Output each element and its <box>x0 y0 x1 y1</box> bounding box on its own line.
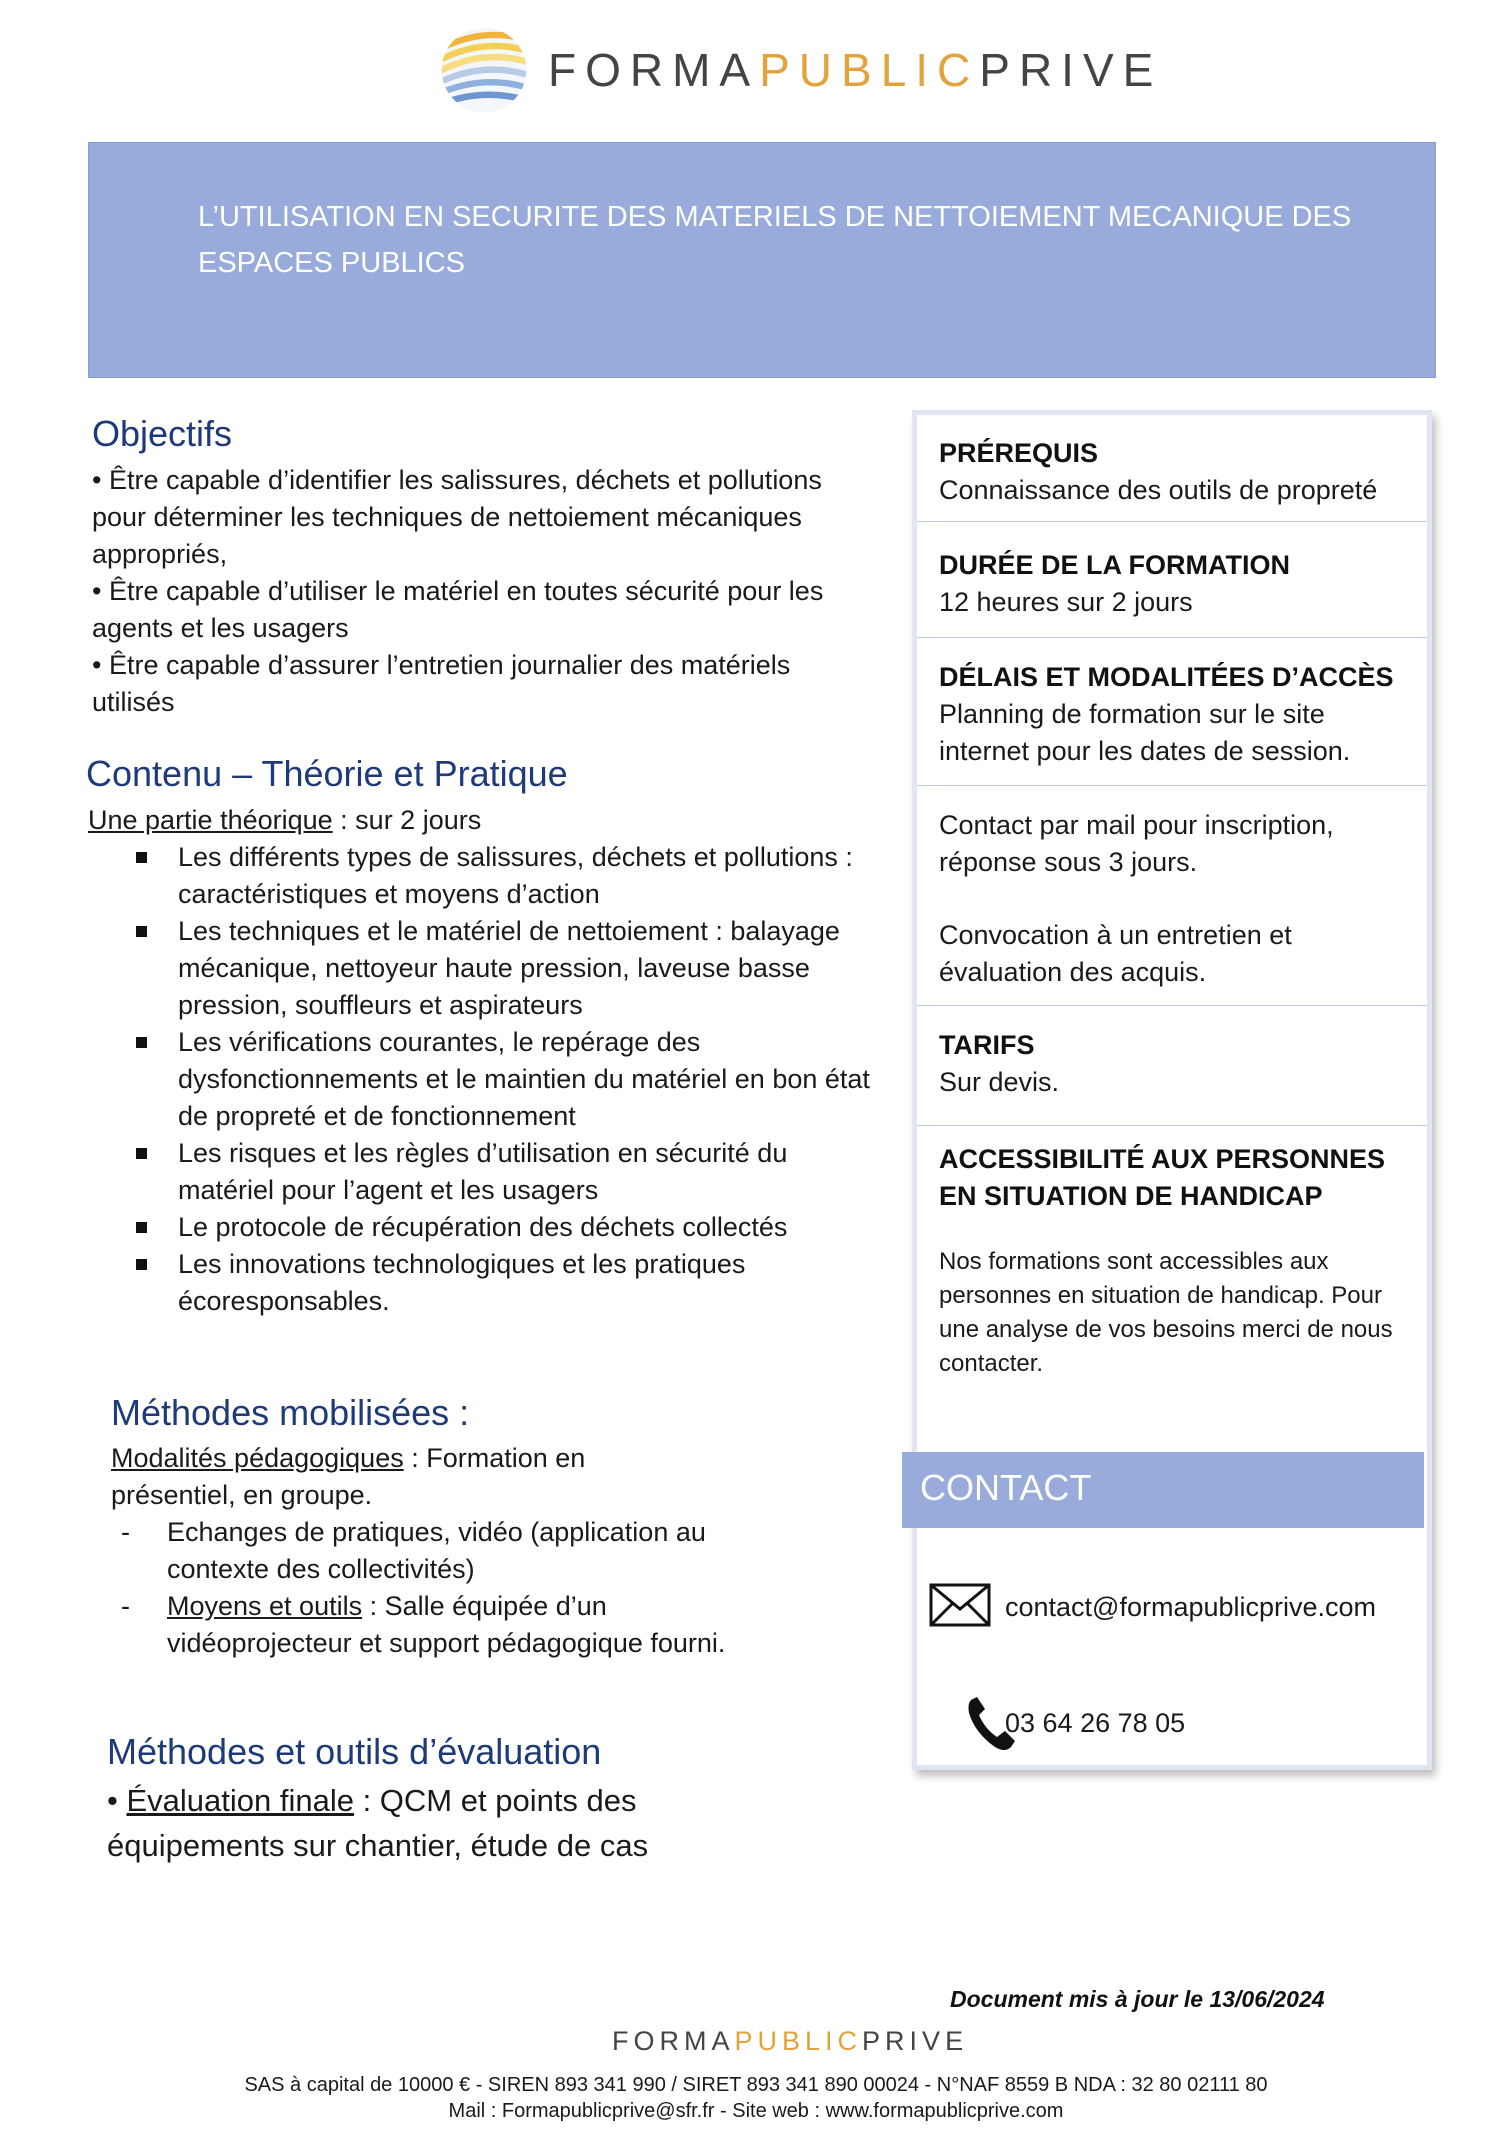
list-item: Les différents types de salissures, déchets et pollutions : caractéristiques et moyens d’action <box>88 839 888 913</box>
envelope-icon <box>929 1583 991 1627</box>
dash-bullet-icon: - <box>121 1591 130 1621</box>
inscription-text: Contact par mail pour inscription, réponse sous 3 jours. <box>939 810 1334 877</box>
list-item: - Echanges de pratiques, vidéo (application au contexte des collectivités) <box>111 1514 731 1588</box>
divider <box>917 1005 1427 1006</box>
prerequis-value: Connaissance des outils de propreté <box>939 475 1378 505</box>
divider <box>917 785 1427 786</box>
list-item: Les risques et les règles d’utilisation en sécurité du matériel pour l’agent et les usagers <box>88 1135 888 1209</box>
divider <box>917 637 1427 638</box>
square-bullet-icon <box>136 852 147 863</box>
list-item: Les innovations technologiques et les pratiques écoresponsables. <box>88 1246 888 1320</box>
prerequis-label: PRÉREQUIS <box>939 438 1099 468</box>
contact-heading: CONTACT <box>920 1467 1092 1508</box>
footer-legal: SAS à capital de 10000 € - SIREN 893 341 990 / SIRET 893 341 890 00024 - N°NAF 8559 B NDA : 32 80 02111 80 <box>244 2074 1268 2096</box>
objectif-line: appropriés, <box>92 539 228 569</box>
accessibilite-text: Nos formations sont accessibles aux personnes en situation de handicap. Pour une analyse de vos besoins merci de nous contacter. <box>939 1248 1393 1377</box>
objectif-line: • Être capable d’identifier les salissures, déchets et pollutions <box>92 465 822 495</box>
delais-block <box>939 659 1409 770</box>
duree-label: DURÉE DE LA FORMATION <box>939 550 1290 580</box>
objectifs-heading: Objectifs <box>92 413 233 454</box>
partie-theorique-label: Une partie théorique <box>88 805 333 835</box>
delais-value: Planning de formation sur le site internet pour les dates de session. <box>939 699 1351 766</box>
divider <box>917 521 1427 522</box>
brand-wordmark: FORMAPUBLICPRIVE <box>548 44 1163 96</box>
modalites-label: Modalités pédagogiques <box>111 1443 404 1473</box>
objectif-line: utilisés <box>92 687 175 717</box>
prerequis-block <box>939 435 1409 509</box>
footer-contact: Mail : Formapublicprive@sfr.fr - Site web : www.formapublicprive.com <box>448 2100 1064 2122</box>
globe-logo-icon <box>438 24 530 116</box>
update-date: Document mis à jour le 13/06/2024 <box>950 1986 1325 2012</box>
contenu-intro <box>88 802 481 839</box>
tarifs-block <box>939 1027 1409 1101</box>
list-item: - Moyens et outils : Salle équipée d’un vidéoprojecteur et support pédagogique fourni. <box>111 1588 731 1662</box>
info-panel <box>912 410 1432 1770</box>
convocation-text: Convocation à un entretien et évaluation des acquis. <box>939 920 1292 987</box>
contenu-heading: Contenu – Théorie et Pratique <box>86 753 568 794</box>
square-bullet-icon <box>136 1222 147 1233</box>
page-title: L’UTILISATION EN SECURITE DES MATERIELS DE NETTOIEMENT MECANIQUE DES ESPACES PUBLICS <box>198 201 1352 279</box>
dash-bullet-icon: - <box>121 1517 130 1547</box>
brand-logo <box>438 22 1162 118</box>
square-bullet-icon <box>136 1148 147 1159</box>
accessibilite-block <box>939 1141 1409 1381</box>
list-item: Les vérifications courantes, le repérage des dysfonctionnements et le maintien du matériel en bon état de propreté et de fonctionnement <box>88 1024 888 1135</box>
square-bullet-icon <box>136 1259 147 1270</box>
delais-label: DÉLAIS ET MODALITÉES D’ACCÈS <box>939 662 1394 692</box>
evaluation-text: • Évaluation finale : QCM et points des équipements sur chantier, étude de cas <box>107 1783 649 1863</box>
duree-value: 12 heures sur 2 jours <box>939 587 1193 617</box>
objectif-line: agents et les usagers <box>92 613 349 643</box>
methodes-heading: Méthodes mobilisées : <box>111 1392 470 1433</box>
objectif-line: pour déterminer les techniques de nettoiement mécaniques <box>92 502 802 532</box>
evaluation-finale-label: Évaluation finale <box>126 1783 354 1818</box>
list-item: Le protocole de récupération des déchets collectés <box>88 1209 888 1246</box>
contact-phone[interactable]: 03 64 26 78 05 <box>1005 1708 1186 1738</box>
modalites-rest: : Formation en présentiel, en groupe. <box>111 1443 586 1510</box>
square-bullet-icon <box>136 1037 147 1048</box>
objectif-line: • Être capable d’utiliser le matériel en toutes sécurité pour les <box>92 576 824 606</box>
square-bullet-icon <box>136 926 147 937</box>
accessibilite-label: ACCESSIBILITÉ AUX PERSONNES EN SITUATION DE HANDICAP <box>939 1144 1386 1211</box>
contact-email[interactable]: contact@formapublicprive.com <box>1005 1592 1377 1622</box>
duree-block <box>939 547 1409 621</box>
list-item: Les techniques et le matériel de nettoiement : balayage mécanique, nettoyeur haute pression, laveuse basse pression, souffleurs et aspirateurs <box>88 913 888 1024</box>
tarifs-value: Sur devis. <box>939 1067 1060 1097</box>
methodes-list <box>111 1514 731 1662</box>
divider <box>917 1125 1427 1126</box>
convocation-block <box>939 917 1409 991</box>
modalites-text <box>111 1440 651 1514</box>
objectifs-text <box>92 462 892 721</box>
contenu-list <box>88 839 888 1320</box>
contenu-intro-rest: : sur 2 jours <box>332 805 482 835</box>
objectif-line: • Être capable d’assurer l’entretien journalier des matériels <box>92 650 791 680</box>
evaluation-heading: Méthodes et outils d’évaluation <box>107 1731 602 1772</box>
footer-logo: FORMAPUBLICPRIVE <box>612 2026 969 2056</box>
tarifs-label: TARIFS <box>939 1030 1035 1060</box>
inscription-block <box>939 807 1409 881</box>
